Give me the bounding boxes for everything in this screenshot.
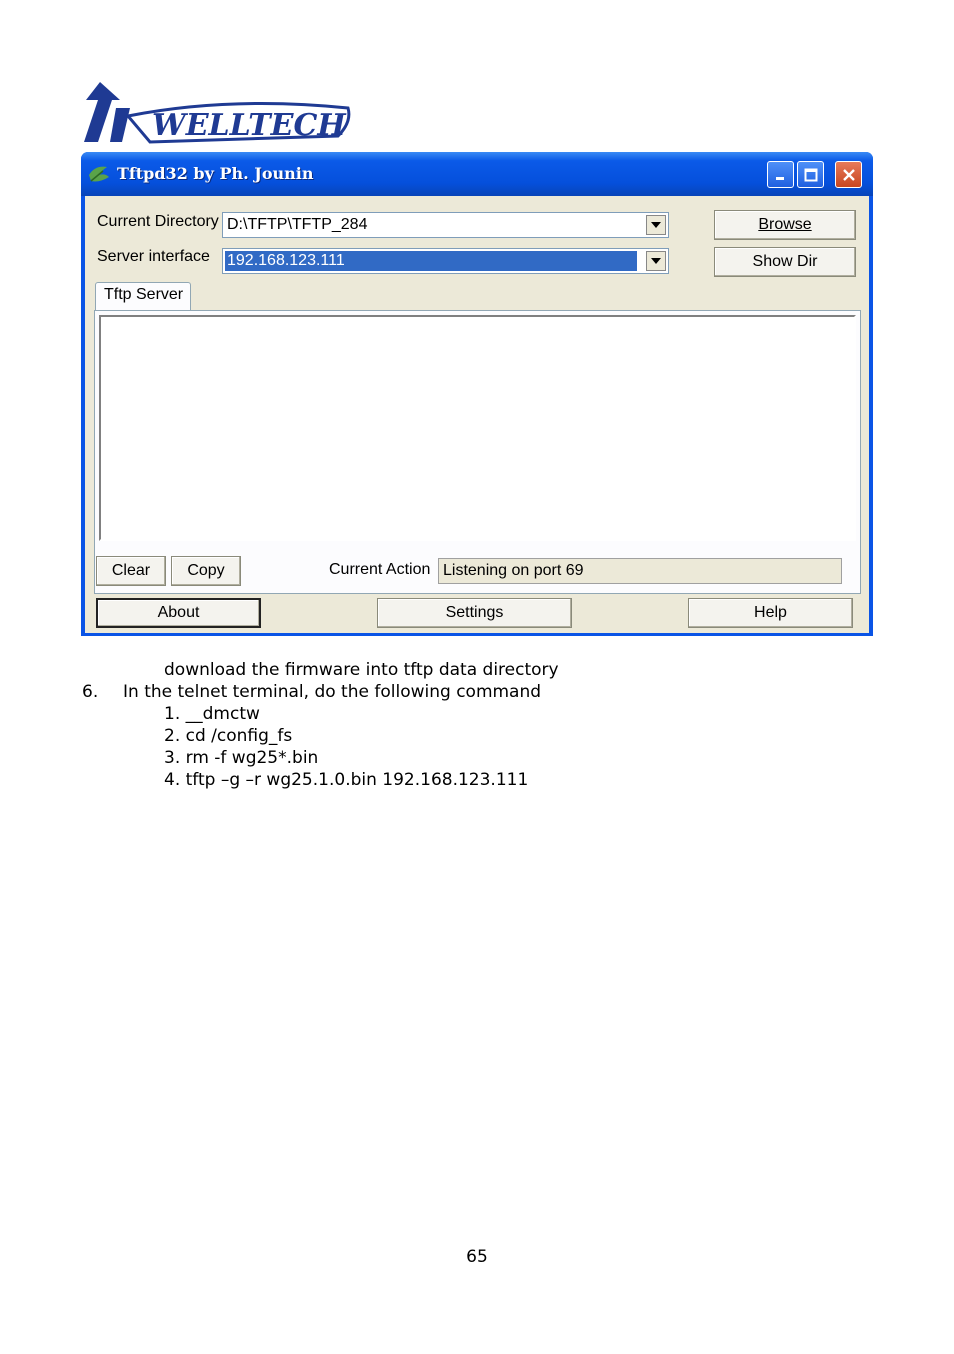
close-button[interactable] (835, 161, 862, 188)
chevron-down-icon (651, 222, 661, 228)
server-interface-label: Server interface (97, 248, 210, 265)
tab-label: Tftp Server (104, 286, 184, 303)
welltech-logo (80, 78, 352, 148)
current-directory-dropdown-button[interactable] (646, 215, 666, 235)
step-number: 6. (82, 682, 99, 702)
logo-text: WELLTECH (152, 108, 346, 143)
chevron-down-icon (651, 258, 661, 264)
title-bar[interactable] (81, 152, 873, 196)
current-action-field (438, 558, 842, 584)
step-text: In the telnet terminal, do the following command (123, 682, 542, 702)
settings-button[interactable]: Settings (377, 598, 572, 628)
command-1: 1. __dmctw (164, 704, 260, 724)
maximize-button[interactable] (797, 161, 824, 188)
minimize-icon (774, 168, 788, 182)
current-directory-combo[interactable] (222, 212, 669, 238)
status-text: Listening on port 69 (443, 562, 584, 579)
tftpd32-window (81, 152, 873, 636)
server-interface-combo[interactable] (222, 248, 669, 274)
maximize-icon (804, 168, 818, 182)
log-area[interactable] (99, 315, 856, 541)
tftp-server-panel (94, 310, 861, 594)
about-button[interactable]: About (96, 598, 261, 628)
minimize-button[interactable] (767, 161, 794, 188)
command-3: 3. rm -f wg25*.bin (164, 748, 319, 768)
window-title: Tftpd32 by Ph. Jounin (117, 164, 314, 183)
doc-line-download: download the firmware into tftp data directory (164, 660, 559, 680)
server-interface-value: 192.168.123.111 (225, 251, 637, 271)
show-dir-button[interactable]: Show Dir (714, 247, 856, 277)
clear-button[interactable]: Clear (96, 556, 166, 586)
copy-button[interactable]: Copy (171, 556, 241, 586)
command-2: 2. cd /config_fs (164, 726, 293, 746)
window-client-area (85, 196, 869, 633)
current-directory-label: Current Directory (97, 213, 219, 230)
browse-button[interactable]: Browse (714, 210, 856, 240)
tftpd-app-icon (87, 163, 111, 185)
page-number: 65 (466, 1247, 488, 1267)
close-icon (842, 168, 856, 182)
command-4: 4. tftp –g –r wg25.1.0.bin 192.168.123.111 (164, 770, 529, 790)
tab-tftp-server[interactable] (95, 282, 191, 310)
server-interface-dropdown-button[interactable] (646, 251, 666, 271)
current-action-label: Current Action (329, 561, 431, 578)
current-directory-value: D:\TFTP\TFTP_284 (227, 216, 368, 233)
help-button[interactable]: Help (688, 598, 853, 628)
